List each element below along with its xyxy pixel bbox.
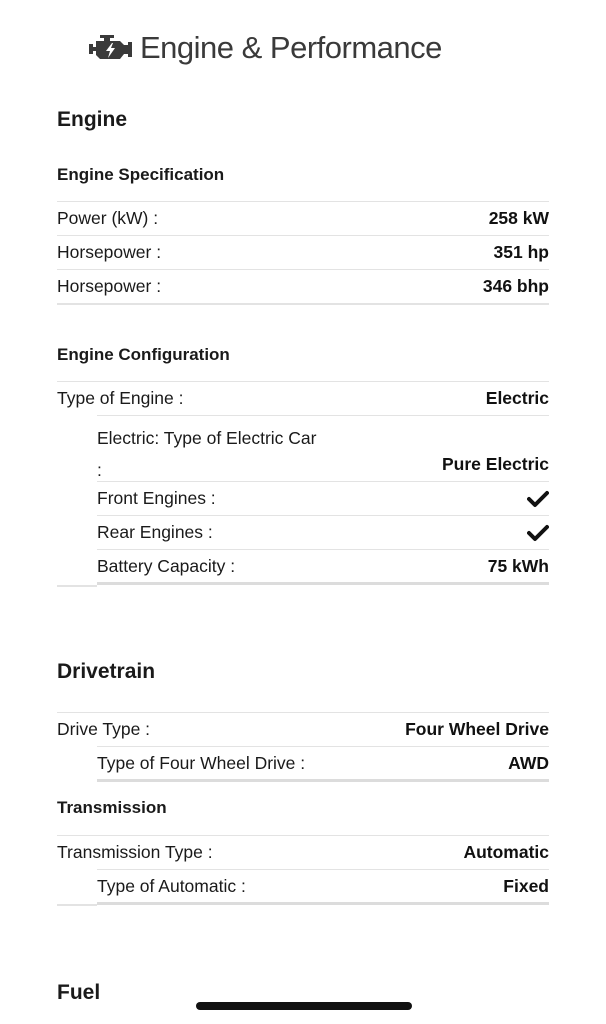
transmission-row-type (57, 835, 549, 869)
drivetrain-value: Four Wheel Drive (405, 719, 549, 739)
subsection-title-engine-configuration: Engine Configuration (57, 345, 230, 364)
checkmark-icon (527, 490, 549, 508)
config-row-battery-capacity (97, 549, 549, 583)
spec-value: 351 hp (493, 242, 549, 262)
config-label-line1: Electric: Type of Electric Car (97, 428, 317, 448)
config-label: Front Engines : (97, 488, 216, 508)
config-label: Battery Capacity : (97, 556, 236, 576)
divider (57, 303, 549, 305)
page-title: Engine & Performance (140, 30, 442, 65)
drivetrain-row-drive-type (57, 712, 549, 746)
drivetrain-label: Drive Type : (57, 719, 151, 739)
transmission-value: Fixed (503, 876, 549, 896)
spec-row-horsepower-hp (57, 235, 549, 269)
divider (97, 902, 549, 905)
transmission-label: Transmission Type : (57, 842, 213, 862)
spec-row-power-kw (57, 201, 549, 235)
config-label (97, 416, 357, 486)
config-value: 75 kWh (487, 556, 549, 576)
spec-label: Horsepower : (57, 276, 162, 296)
drivetrain-label: Type of Four Wheel Drive : (97, 753, 306, 773)
transmission-label: Type of Automatic : (97, 876, 246, 896)
config-label: Type of Engine : (57, 388, 184, 408)
divider (57, 904, 97, 906)
transmission-value: Automatic (463, 842, 549, 862)
config-row-front-engines (97, 481, 549, 515)
spec-label: Horsepower : (57, 242, 162, 262)
subsection-title-transmission: Transmission (57, 798, 167, 817)
spec-value: 346 bhp (482, 276, 549, 296)
spec-row-horsepower-bhp (57, 269, 549, 303)
spec-value: 258 kW (488, 208, 549, 228)
divider (97, 582, 549, 585)
config-label-line2: : (97, 460, 102, 480)
config-row-rear-engines (97, 515, 549, 549)
subsection-title-engine-specification: Engine Specification (57, 165, 225, 184)
section-title-drivetrain: Drivetrain (57, 660, 156, 683)
home-indicator[interactable] (196, 1002, 412, 1010)
drivetrain-row-four-wheel-type (97, 746, 549, 780)
divider (57, 585, 97, 587)
engine-icon (88, 33, 134, 63)
config-row-electric-type (97, 415, 549, 481)
transmission-row-automatic-type (97, 869, 549, 903)
config-value: Pure Electric (442, 454, 549, 474)
config-label: Rear Engines : (97, 522, 213, 542)
config-value: Electric (485, 388, 549, 408)
drivetrain-value: AWD (508, 753, 549, 773)
section-title-engine: Engine (57, 108, 128, 131)
checkmark-icon (527, 524, 549, 542)
section-title-fuel: Fuel (57, 981, 101, 1004)
divider (97, 779, 549, 782)
spec-label: Power (kW) : (57, 208, 159, 228)
page-header (88, 28, 442, 68)
config-row-type-of-engine (57, 381, 549, 415)
